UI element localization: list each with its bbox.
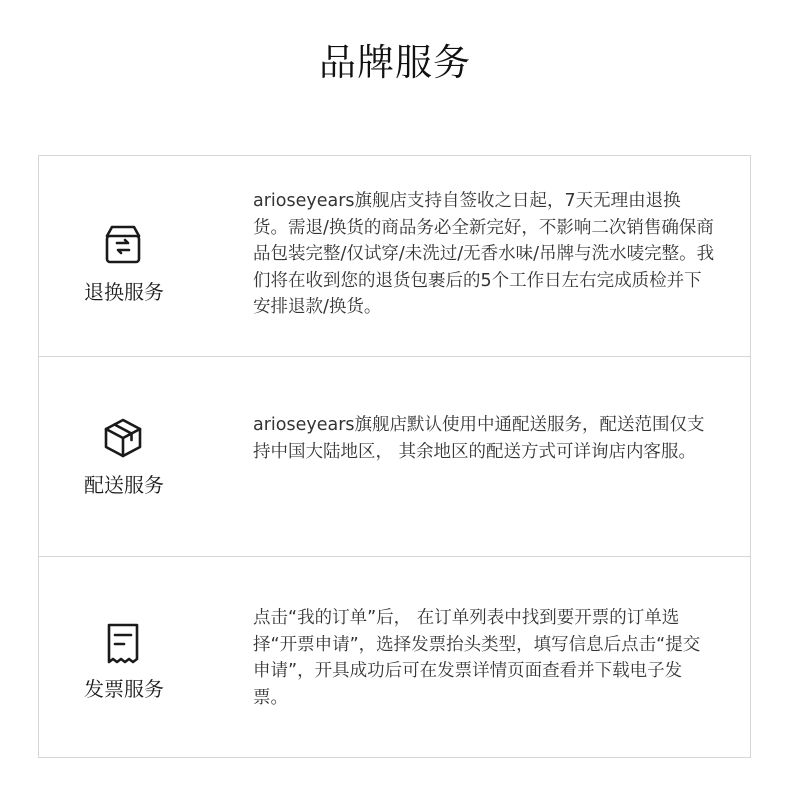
service-label-cell [39,156,209,356]
service-label: 退换服务 [84,280,164,304]
service-label-cell [39,357,209,556]
service-label: 配送服务 [84,473,164,497]
service-row-returns [39,156,750,357]
service-label: 发票服务 [84,677,164,701]
service-label-cell [39,557,209,757]
service-table [38,155,751,758]
return-box-icon [101,222,145,266]
service-description: arioseyears旗舰店默认使用中通配送服务，配送范围仅支持中国大陆地区， 其余地区的配送方式可详询店内客服。 [253,415,705,462]
service-description: arioseyears旗舰店支持自签收之日起，7天无理由退换货。需退/换货的商品务必全新完好，不影响二次销售确保商品包装完整/仅试穿/未洗过/无香水味/吊牌与洗水唛完整。我们将在收到您的退货包裹后的5个工作日左右完成质检并下安排退款/换货。 [253,191,715,317]
page-title: 品牌服务 [319,41,471,84]
receipt-icon [101,621,145,665]
service-description: 点击“我的订单”后， 在订单列表中找到要开票的订单选择“开票申请”，选择发票抬头类型，填写信息后点击“提交申请”，开具成功后可在发票详情页面查看并下载电子发票。 [253,608,701,708]
service-row-invoice [39,557,750,757]
package-box-icon [101,416,145,460]
service-row-delivery [39,357,750,557]
